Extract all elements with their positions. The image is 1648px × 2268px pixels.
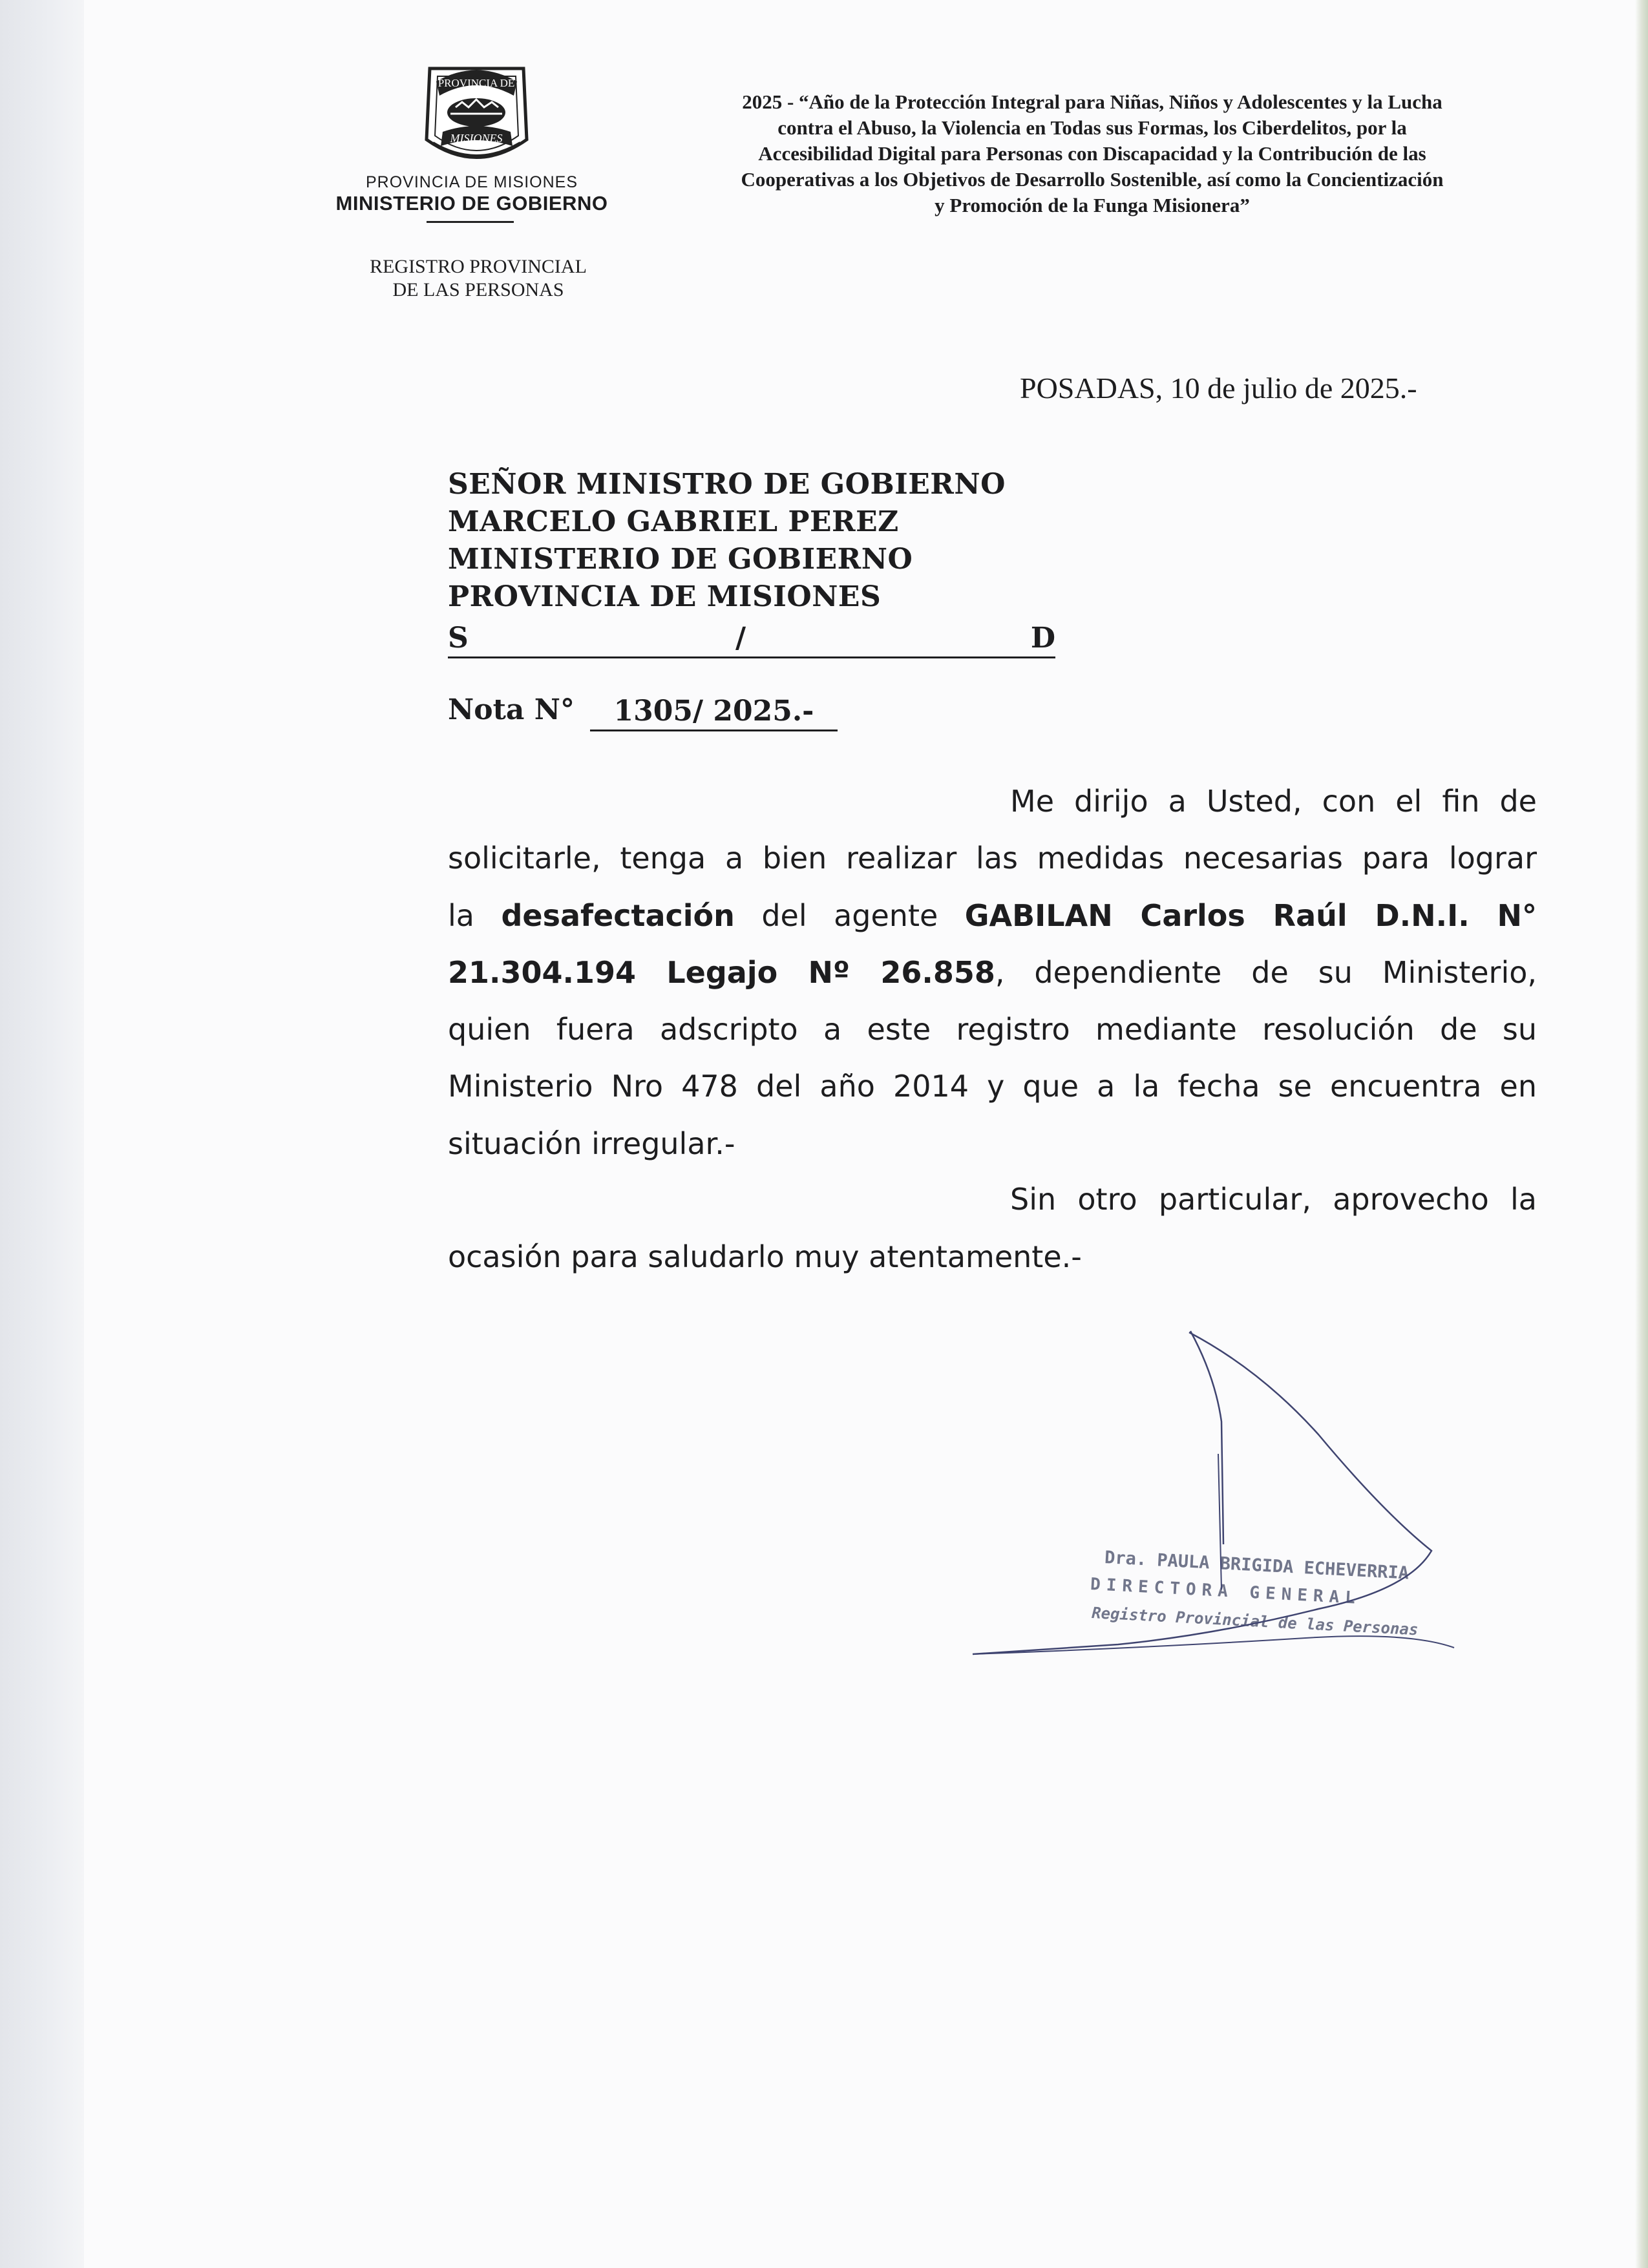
closing-line-2: ocasión para saludarlo muy atentamente.- (448, 1239, 1082, 1274)
seal-bottom-text: MISIONES (450, 132, 503, 145)
ministry-label: MINISTERIO DE GOBIERNO (335, 192, 608, 215)
body-line-5: quien fuera adscripto a este registro mediante resolución de su (448, 1012, 1537, 1047)
registry-label-line-1: REGISTRO PROVINCIAL (370, 256, 587, 277)
letter-date: POSADAS, 10 de julio de 2025.- (1020, 372, 1417, 404)
body-line-7: situación irregular.- (448, 1126, 735, 1161)
registry-label-line-2: DE LAS PERSONAS (392, 279, 564, 300)
body-text: del (761, 898, 807, 933)
sd-d: D (1030, 622, 1055, 655)
sd-slash: / (735, 622, 746, 655)
provincial-seal-logo (417, 62, 536, 172)
motto-line: Accesibilidad Digital para Personas con Discapacidad y la Contribución de las (758, 142, 1426, 165)
handwritten-signature (956, 1318, 1474, 1680)
recipient-line-1: SEÑOR MINISTRO DE GOBIERNO (448, 468, 1006, 501)
province-label: PROVINCIA DE MISIONES (365, 173, 578, 191)
body-line-3 (448, 896, 1537, 935)
recipient-line-2: MARCELO GABRIEL PEREZ (448, 505, 899, 538)
body-line-2: solicitarle, tenga a bien realizar las medidas necesarias para lograr (448, 841, 1537, 876)
note-label: Nota N° (448, 693, 575, 726)
sd-salutation-line (448, 620, 1055, 658)
ministry-underline (427, 221, 514, 223)
scan-left-edge (0, 0, 84, 2268)
body-line-4 (448, 953, 1537, 992)
stamp-name: Dra. PAULA BRIGIDA ECHEVERRIA (1104, 1548, 1410, 1584)
motto-line: Cooperativas a los Objetivos de Desarrollo Sostenible, así como la Concientización (741, 168, 1444, 191)
body-line-1: Me dirijo a Usted, con el fin de (1010, 784, 1537, 819)
body-text: la (448, 898, 474, 933)
scan-right-edge (1635, 0, 1648, 2268)
note-number: 1305/ 2025.- (590, 693, 838, 731)
body-text: , dependiente de su Ministerio, (995, 955, 1537, 990)
recipient-line-4: PROVINCIA DE MISIONES (448, 580, 882, 613)
recipient-line-3: MINISTERIO DE GOBIERNO (448, 543, 913, 576)
motto-line: contra el Abuso, la Violencia en Todas sus Formas, los Ciberdelitos, por la (777, 116, 1407, 139)
annual-motto (646, 89, 1538, 218)
motto-line: 2025 - “Año de la Protección Integral para Niñas, Niños y Adolescentes y la Lucha (742, 90, 1442, 113)
agent-name-bold: GABILAN Carlos Raúl D.N.I. N° (964, 898, 1537, 933)
body-bold-text: desafectación (501, 898, 735, 933)
agent-id-bold: 21.304.194 Legajo Nº 26.858 (448, 955, 995, 990)
stamp-title: DIRECTORA GENERAL (1090, 1575, 1362, 1608)
sd-s: S (448, 622, 469, 655)
stamp-office: Registro Provincial de las Personas (1091, 1604, 1419, 1639)
body-line-6: Ministerio Nro 478 del año 2014 y que a la fecha se encuentra en (448, 1069, 1537, 1104)
body-text: agente (834, 898, 938, 933)
seal-top-text: PROVINCIA DE (438, 77, 515, 89)
closing-line-1: Sin otro particular, aprovecho la (1010, 1182, 1537, 1217)
motto-line: y Promoción de la Funga Misionera” (935, 194, 1250, 216)
